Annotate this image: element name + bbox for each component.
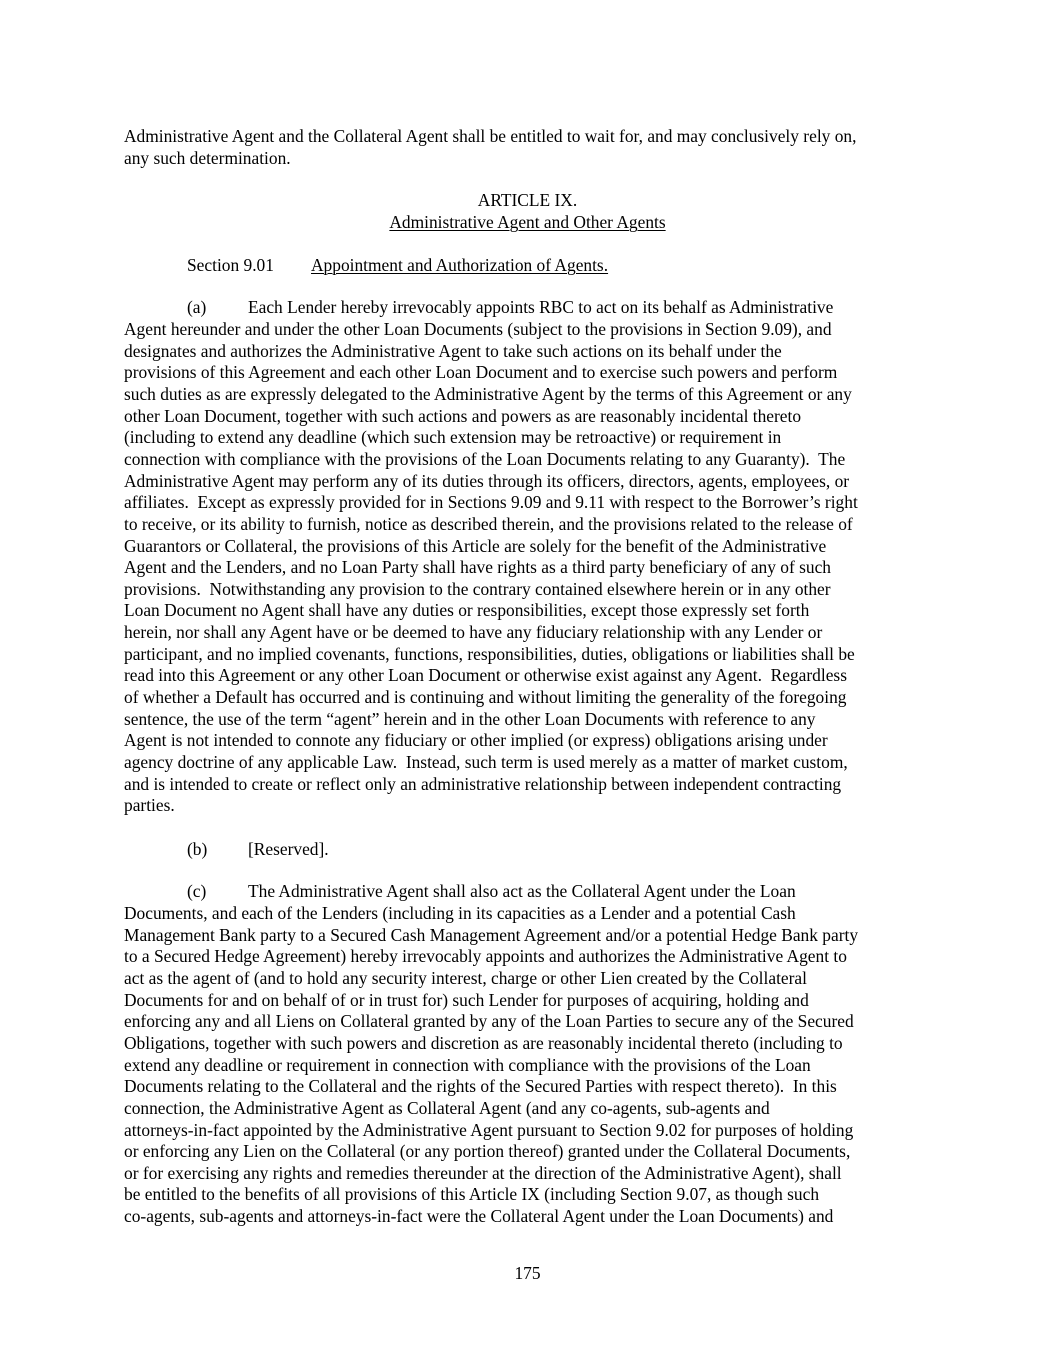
body-line: Administrative Agent may perform any of its duties through its officers, directors, agents, employees, or	[124, 470, 850, 491]
article-number: ARTICLE IX.	[477, 190, 578, 210]
body-line: Documents for and on behalf of or in trust for) such Lender for purposes of acquiring, holding and	[124, 989, 809, 1010]
body-line: such duties as are expressly delegated to the Administrative Agent by the terms of this Agreement or any	[124, 383, 852, 404]
body-line: provisions of this Agreement and each other Loan Document and to exercise such powers and perform	[124, 362, 838, 383]
section-number: Section 9.01	[187, 255, 274, 275]
body-line: sentence, the use of the term “agent” herein and in the other Loan Documents with reference to any	[124, 708, 816, 729]
body-line: be entitled to the benefits of all provisions of this Article IX (including Section 9.07, as though such	[124, 1184, 820, 1205]
body-line: read into this Agreement or any other Loan Document or otherwise exist against any Agent. Regardless	[124, 665, 847, 686]
body-line: and is intended to create or reflect only an administrative relationship between independent contracting	[124, 773, 842, 794]
page-number: 175	[514, 1263, 541, 1283]
body-line: affiliates. Except as expressly provided for in Sections 9.09 and 9.11 with respect to the Borrower’s right	[124, 492, 858, 513]
intro-line: Administrative Agent and the Collateral Agent shall be entitled to wait for, and may conclusively rely on,	[124, 126, 857, 146]
body-line: Guarantors or Collateral, the provisions of this Article are solely for the benefit of the Administrative	[124, 535, 827, 556]
body-line: provisions. Notwithstanding any provision to the contrary contained elsewhere herein or in any other	[124, 578, 831, 599]
para-b-text: [Reserved].	[248, 839, 329, 859]
body-line: Agent hereunder and under the other Loan Documents (subject to the provisions in Section 9.09), and	[124, 319, 832, 339]
body-line: or for exercising any rights and remedies thereunder at the direction of the Administrative Agent), shall	[124, 1162, 842, 1183]
body-line: Management Bank party to a Secured Cash Management Agreement and/or a potential Hedge Bank party	[124, 924, 859, 945]
body-line: Obligations, together with such powers and discretion as are reasonably incidental thereto (including to	[124, 1032, 843, 1053]
body-line: connection with compliance with the provisions of the Loan Documents relating to any Guaranty). The	[124, 448, 846, 469]
para-c-label: (c)	[187, 881, 207, 901]
section-title	[311, 255, 608, 277]
article-title	[0, 212, 1055, 234]
body-line: Loan Document no Agent shall have any duties or responsibilities, except those expressly set forth	[124, 600, 810, 621]
para-a-first-line: Each Lender hereby irrevocably appoints RBC to act on its behalf as Administrative	[248, 297, 834, 317]
intro-line: any such determination.	[124, 148, 291, 168]
body-line: attorneys-in-fact appointed by the Administrative Agent pursuant to Section 9.02 for purposes of holding	[124, 1119, 854, 1140]
body-line: parties.	[124, 795, 175, 816]
body-line: participant, and no implied covenants, functions, responsibilities, duties, obligations or liabilities shall be	[124, 643, 855, 664]
body-line: Agent is not intended to connote any fiduciary or other implied (or express) obligations arising under	[124, 730, 828, 751]
body-line: act as the agent of (and to hold any security interest, charge or other Lien created by the Collateral	[124, 967, 807, 988]
body-line: other Loan Document, together with such actions and powers as are reasonably incidental thereto	[124, 405, 802, 426]
body-line: Agent and the Lenders, and no Loan Party shall have rights as a third party beneficiary of any of such	[124, 557, 831, 578]
body-line: Documents relating to the Collateral and the rights of the Secured Parties with respect thereto). In this	[124, 1076, 837, 1097]
para-c-first-line: The Administrative Agent shall also act as the Collateral Agent under the Loan	[248, 881, 796, 901]
body-line: co-agents, sub-agents and attorneys-in-fact were the Collateral Agent under the Loan Documents) and	[124, 1206, 834, 1227]
body-line: or enforcing any Lien on the Collateral (or any portion thereof) granted under the Collateral Documents,	[124, 1141, 851, 1162]
body-line: to receive, or its ability to furnish, notice as described therein, and the provisions related to the release of	[124, 513, 853, 534]
para-b-label: (b)	[187, 839, 208, 859]
body-line: connection, the Administrative Agent as Collateral Agent (and any co-agents, sub-agents and	[124, 1097, 770, 1118]
article-title-text: Administrative Agent and Other Agents	[389, 212, 666, 232]
body-line: (including to extend any deadline (which such extension may be retroactive) or requirement in	[124, 427, 782, 448]
body-line: to a Secured Hedge Agreement) hereby irrevocably appoints and authorizes the Administrative Agent to	[124, 946, 847, 967]
para-a-label: (a)	[187, 297, 207, 317]
body-line: extend any deadline or requirement in connection with compliance with the provisions of the Loan	[124, 1054, 811, 1075]
body-line: of whether a Default has occurred and is continuing and without limiting the generality of the foregoing	[124, 687, 847, 708]
body-line: enforcing any and all Liens on Collateral granted by any of the Loan Parties to secure any of the Secured	[124, 1011, 854, 1032]
body-line: agency doctrine of any applicable Law. Instead, such term is used merely as a matter of market custom,	[124, 752, 848, 772]
section-title-text: Appointment and Authorization of Agents.	[311, 255, 609, 275]
body-line: herein, nor shall any Agent have or be deemed to have any fiduciary relationship with any Lender or	[124, 622, 823, 643]
body-line: Documents, and each of the Lenders (including in its capacities as a Lender and a potential Cash	[124, 903, 796, 923]
body-line: designates and authorizes the Administrative Agent to take such actions on its behalf under the	[124, 340, 782, 361]
